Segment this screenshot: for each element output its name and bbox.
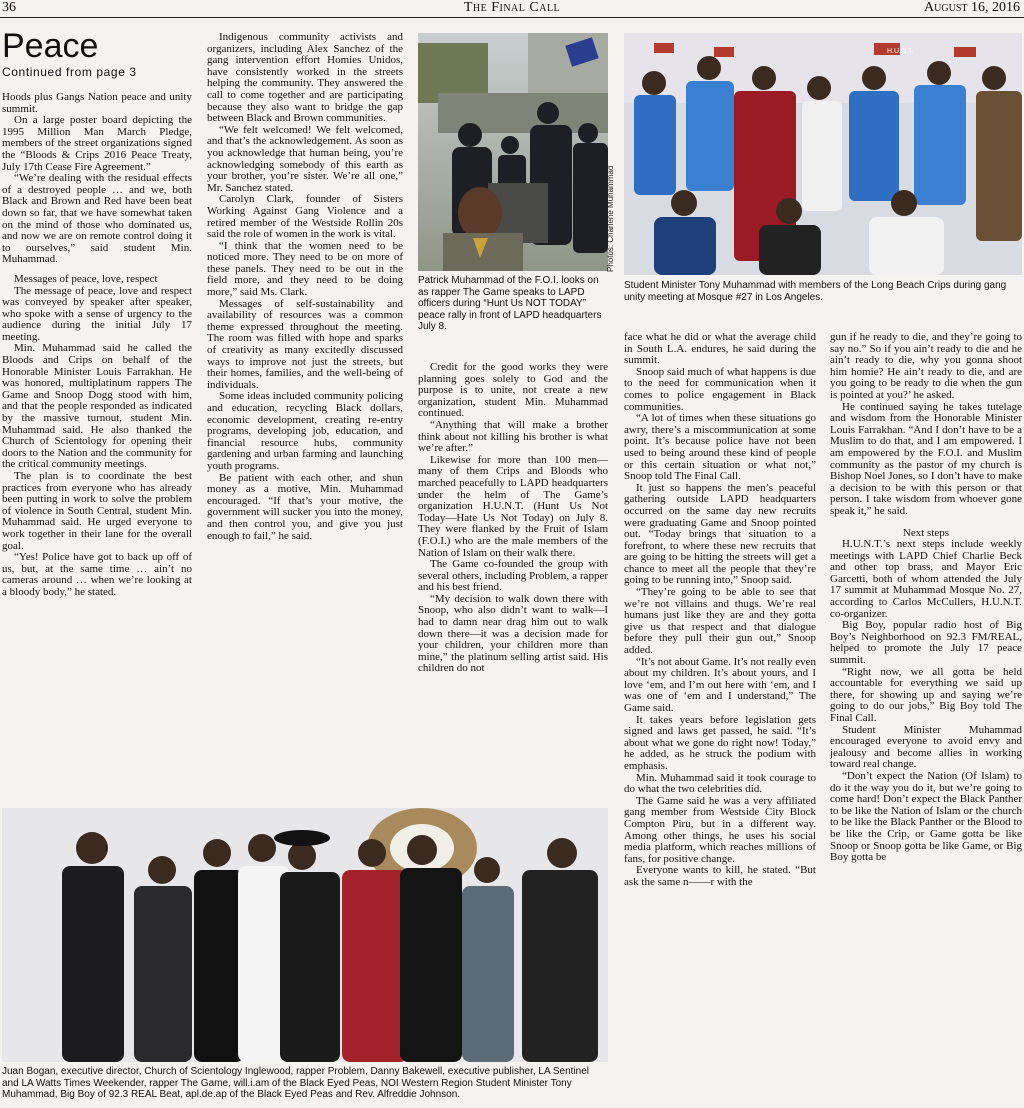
article-paragraph: The message of peace, love and respect was conveyed by speaker after speaker, who spoke with a sense of urgency to the audience during the initial July 17 meeting. [2,284,192,343]
publication-name: The Final Call [463,0,561,15]
article-column-3 [418,362,608,798]
article-paragraph: Be patient with each other, and shun money as a motive, Min. Muhammad encouraged. “If that’s your motive, the government will sucker you into the money, and then control you, and give you just enough to fail,” he said. [207,471,403,542]
article-paragraph: Likewise for more than 100 men—many of them Crips and Bloods who marched peacefully to LAPD headquarters under the helm of The Game’s organization H.U.N.T. (Hunt Us Not Today—Hate Us Not Today) on July 8. They were flanked by the Fruit of Islam (F.O.I.) who are the male members of the Nation of Islam on their walk there. [418,453,608,559]
article-paragraph: Indigenous community activists and organizers, including Alex Sanchez of the gang intervention effort Homies Unidos, have consistently worked in the streets helping the community. They answered the call to come together and are participating because they also want to bridge the gap between Black and Brown communities. [207,32,403,125]
article-paragraph: The Game said he was a very affiliated gang member from Westside City Block Compton Piru, but in a different way. Among other things, he uses his social media platform, which reaches millions of fans, for positive change. [624,794,816,865]
rally-photo [418,33,608,271]
article-column-1 [2,92,192,804]
article-column-4 [624,332,816,1104]
article-paragraph: Messages of self-sustainability and availability of resources was a common theme expressed throughout the meeting. The room was filled with hope and sparks of creativity as many excitedly discussed ways to improve not just the streets, but their homes, families, and the well-being of individuals. [207,297,403,391]
masthead [0,0,1024,18]
article-paragraph: “I think that the women need to be noticed more. They need to be on more of these panels. They need to be out in the field more, and they need to be doing more,” said Ms. Clark. [207,239,403,299]
article-column-5 [830,332,1022,1104]
article-paragraph: gun if he ready to die, and they’re going to say no.” So if you ain’t ready to die and he ain’t ready to die, why you gonna shoot him homie? He ain’t ready to die, and are you going to be ready to die when the gun is pointed at you?’ he asked. [830,332,1022,401]
summit-photo-caption: Juan Bogan, executive director, Church of Scientology Inglewood, rapper Problem, Danny Bakewell, executive publisher, LA Sentinel and LA Watts Times Weekender, rapper The Game, will.i.am of the Black Eyed Peas, NOI Western Region Student Minister Tony Muhammad, Big Boy of 92.3 REAL Beat, apl.de.ap of the Black Eyed Peas and Rev. Alfreddie Johnson. [2,1066,590,1100]
article-paragraph: Student Minister Muhammad encouraged everyone to avoid envy and jealousy and become allies in working toward real change. [830,723,1022,771]
headline: Peace [2,27,99,65]
article-paragraph: It takes years before legislation gets signed and laws get passed, he said. “It’s about what we gone do right now! Today,” he added, as he struck the podium with emphasis. [624,713,816,772]
article-paragraph: “Anything that will make a brother think about not killing his brother is what we’re after.” [418,418,608,455]
article-paragraph: Min. Muhammad said it took courage to do what the two celebrities did. [624,771,816,796]
article-paragraph: Big Boy, popular radio host of Big Boy’s Neighborhood on 92.3 FM/REAL, helped to promote the July 17 peace summit. [830,619,1022,667]
hunt-sign-text: H.U.N.T. [887,48,914,55]
article-column-2 [207,32,403,804]
article-paragraph: Messages of peace, love, respect [14,272,158,285]
article-paragraph: Everyone wants to kill, he stated. “But ask the same n——r with the [624,864,816,888]
article-paragraph: “They’re going to be able to see that we’re not villains and thugs. We’re real humans just like they are and they gotta give us that respect and that dialogue before they pull their gun out,” Snoop added. [624,586,816,657]
article-paragraph: The Game co-founded the group with several others, including Problem, a rapper and his best friend. [418,558,608,594]
article-paragraph: “Right now, we all gotta be held accountable for everything we said up there, for showing up and saying we’re going to do our jobs,” Big Boy told The Final Call. [830,665,1022,724]
article-paragraph: The plan is to coordinate the best practices from everyone who has already been putting in work to solve the problem of violence in South Central, student Min. Muhammad said. He urged everyone to work together in their lane for the overall goal. [2,470,192,552]
long-beach-photo-caption: Student Minister Tony Muhammad with members of the Long Beach Crips during gang unity meeting at Mosque #27 in Los Angeles. [624,280,1007,303]
article-paragraph: “We’re dealing with the residual effects of a destroyed people … and we, both Black and Brown and Red have been beat down so far, that we have somewhat taken on the mind of those who dominated us, and now we are on remote control doing it to ourselves,” said student Min. Muhammad. [2,172,192,266]
article-paragraph: On a large poster board depicting the 1995 Million Man March Pledge, members of the street organizations signed the “Bloods & Crips 2016 Peace Treaty, July 17th Cease Fire Agreement.” [2,114,192,173]
article-paragraph: “A lot of times when these situations go awry, there’s a miscommunication at some point. It’s because police have not been used to being around these kind of people or this certain situation or what not,” Snoop told The Final Call. [624,412,816,483]
article-paragraph: Carolyn Clark, founder of Sisters Working Against Gang Violence and a retired member of the Westside Rollin 20s said the role of women in the work is vital. [207,193,403,241]
article-paragraph: “My decision to walk down there with Snoop, who also didn’t want to walk—I had to damn near drag him out to walk down there—it was a decision made for your children, your children more than mine,” the platinum selling artist said. His children do not [418,592,608,675]
article-paragraph: “Yes! Police have got to back up off of us, but, at the same time … ain’t no cameras around … when we’re looking at a bloody body,” he stated. [2,551,192,598]
article-paragraph: He continued saying he takes tutelage and wisdom from the Honorable Minister Louis Farrakhan. “And I don’t have to be a Muslim to do that, and I am empowered. I am empowered by the F.O.I. and Muslim community as the pastor of my church is Bishop Noel Jones, so I don’t have to make a decision to be with this person or that person. I take wisdom from whoever gone speak it,” he said. [830,400,1022,517]
photo-credit: Photos: Charlene Muhammad [606,165,615,272]
article-paragraph: Some ideas included community policing and education, recycling Black dollars, economic development, creating re-entry programs, developing job, education, and financial resource hubs, community gardening and urban farming and launching youth programs. [207,390,403,472]
article-paragraph: face what he did or what the average child in South L.A. endures, he said during the summit. [624,332,816,367]
long-beach-group-photo [624,33,1022,275]
article-paragraph: Credit for the good works they were planning goes solely to God and the purpose is to unite, not create a new organization, student Min. Muhammad continued. [418,362,608,420]
article-paragraph: Hoods plus Gangs Nation peace and unity summit. [2,92,192,115]
continued-from: Continued from page 3 [2,65,137,79]
page-number: 36 [2,0,16,15]
article-paragraph: Min. Muhammad said he called the Bloods and Crips on behalf of the Honorable Minister Louis Farrakhan. He was honored, multiplatinum rappers The Game and Snoop Dogg stood with him, and that the people responded as indicated by the massive turnout, student Min. Muhammad said. He also thanked the Church of Scientology for opening their doors to the Nation and the community for the critical community meetings. [2,342,192,471]
article-paragraph: Next steps [902,526,950,539]
rally-photo-caption: Patrick Muhammad of the F.O.I. looks on as rapper The Game speaks to LAPD officers during “Hunt Us NOT TODAY” peace rally in front of LAPD headquarters July 8. [418,275,602,332]
article-paragraph: H.U.N.T.’s next steps include weekly meetings with LAPD Chief Charlie Beck and other top brass, and Mayor Eric Garcetti, both of whom attended the July 17 summit at Muhammad Mosque No. 27, according to Carlos McCullers, H.U.N.T. co-organizer. [830,538,1022,620]
article-paragraph: “We felt welcomed! We felt welcomed, and that’s the acknowledgement. As soon as you acknowledge that human being, you’re acknowledging somebody of this earth as your brother, you’re sister. We’re all one,” Mr. Sanchez stated. [207,123,403,194]
issue-date: August 16, 2016 [924,0,1020,15]
article-paragraph: Snoop said much of what happens is due to the need for communication when it comes to police engagement in Black communities. [624,365,816,413]
article-paragraph: It just so happens the men’s peaceful gathering outside LAPD headquarters occurred on the same day new recruits were graduating Game and Snoop pointed out. “Today brings that situation to a forefront, to where these new recruits that are going to be hitting the streets will get a chance to meet all the people that they’re going to be running into,” Snoop said. [624,481,816,587]
article-paragraph: “It’s not about Game. It’s not really even about my children. It’s about yours, and I love ‘em, and I’m out here with ‘em, and I was one of ‘em and I understand,” The Game said. [624,655,816,714]
article-paragraph: “Don’t expect the Nation (Of Islam) to do it the way you do it, but we’re going to come hard! Don’t expect the Black Panther to be like the Nation of Islam or the church to be like the Black Panther or the Blood to be like the Crip, or Game gotta be like Snoop or Snoop gotta be like Game, or Big Boy gotta be [830,769,1022,864]
summit-group-photo [2,808,608,1062]
